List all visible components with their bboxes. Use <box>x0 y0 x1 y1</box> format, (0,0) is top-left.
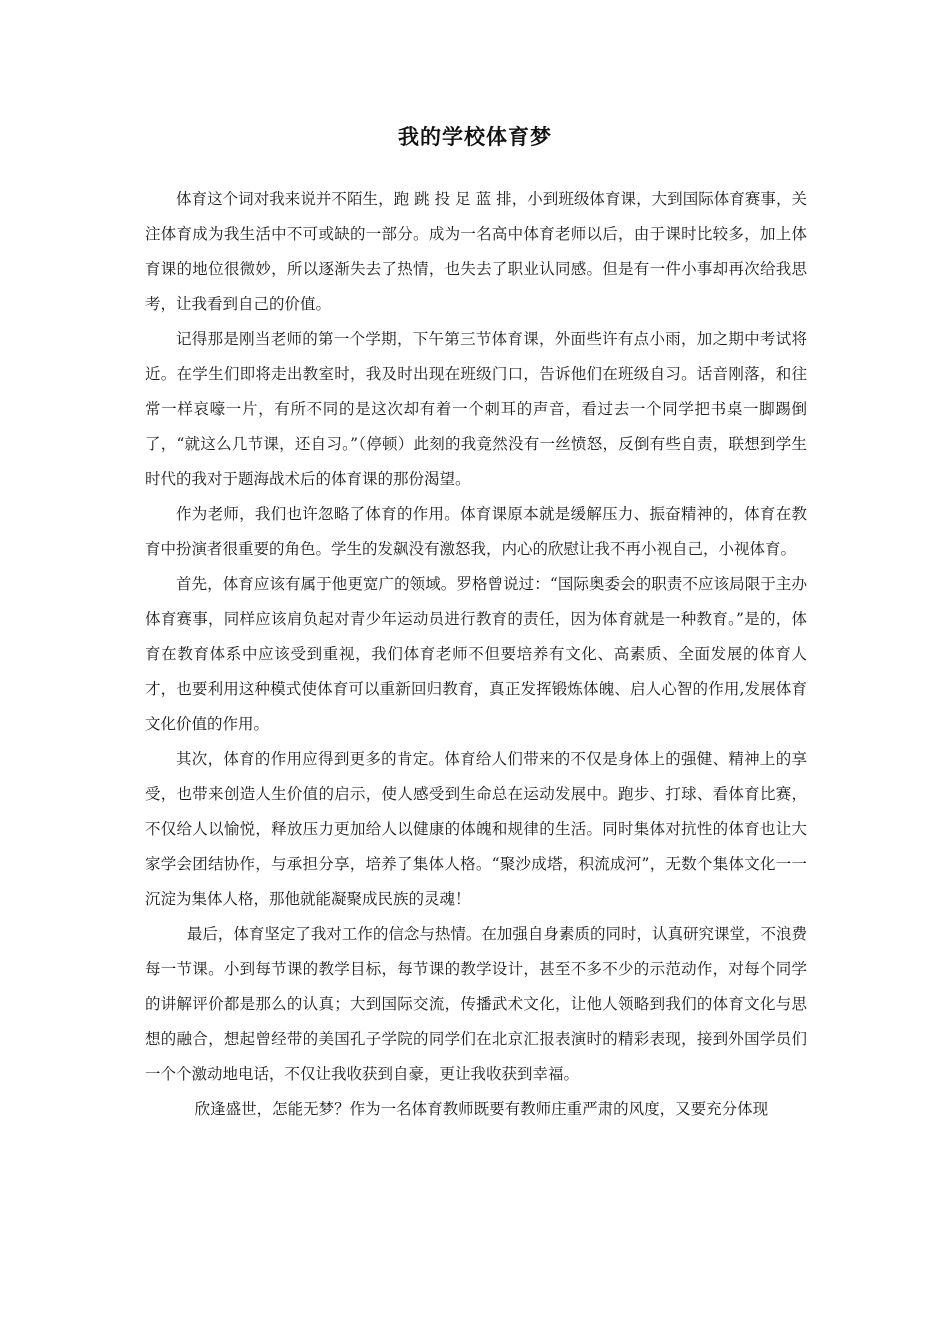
paragraph-closing: 欣逢盛世，怎能无梦？作为一名体育教师既要有教师庄重严肃的风度，又要充分体现 <box>194 1100 769 1118</box>
paragraph-second-point: 其次，体育的作用应得到更多的肯定。体育给人们带来的不仅是身体上的强健、精神上的享受，也带来创造人生价值的启示，使人感受到生命总在运动发展中。跑步、打球、看体育比赛，不仅给人以愉悦，释放压力更加给人以健康的体魄和规律的生活。同时集体对抗性的体育也让大家学会团结协作，与承担分享，培养了集体人格。“聚沙成塔，积流成河”，无数个集体文化一一沉淀为集体人格，那他就能凝聚成民族的灵魂！ <box>145 750 807 908</box>
paragraph-final-point: 最后，体育坚定了我对工作的信念与热情。在加强自身素质的同时，认真研究课堂，不浪费每一节课。小到每节课的教学目标，每节课的教学设计，甚至不多不少的示范动作，对每个同学的讲解评价都是那么的认真；大到国际交流，传播武术文化，让他人领略到我们的体育文化与思想的融合，想起曾经带的美国孔子学院的同学们在北京汇报表演时的精彩表现，接到外国学员们一个个激动地电话，不仅让我收获到自豪，更让我收获到幸福。 <box>145 925 807 1083</box>
paragraph-first-point: 首先，体育应该有属于他更宽广的领域。罗格曾说过：“国际奥委会的职责不应该局限于主办体育赛事，同样应该肩负起对青少年运动员进行教育的责任，因为体育就是一种教育。”是的，体育在教育体系中应该受到重视，我们体育老师不但要培养有文化、高素质、全面发展的体育人才，也要利用这种模式使体育可以重新回归教育，真正发挥锻炼体魄、启人心智的作用,发展体育文化价值的作用。 <box>145 575 807 733</box>
paragraph-intro: 体育这个词对我来说并不陌生，跑 跳 投 足 蓝 排，小到班级体育课，大到国际体育赛事，关注体育成为我生活中不可或缺的一部分。成为一名高中体育老师以后，由于课时比较多，加上体育课的地位很微妙，所以逐渐失去了热情，也失去了职业认同感。但是有一件小事却再次给我思考，让我看到自己的价值。 <box>145 190 807 313</box>
paragraph-memory: 记得那是刚当老师的第一个学期，下午第三节体育课，外面些许有点小雨，加之期中考试将近。在学生们即将走出教室时，我及时出现在班级门口，告诉他们在班级自习。话音刚落，和往常一样哀嚎一片，有所不同的是这次却有着一个刺耳的声音，看过去一个同学把书桌一脚踢倒了，“就这么几节课，还自习。”（停顿）此刻的我竟然没有一丝愤怒，反倒有些自责，联想到学生时代的我对于题海战术后的体育课的那份渴望。 <box>145 330 807 488</box>
document-title: 我的学校体育梦 <box>398 124 552 149</box>
document-body <box>145 182 807 1127</box>
paragraph-reflection: 作为老师，我们也许忽略了体育的作用。体育课原本就是缓解压力、振奋精神的，体育在教育中扮演者很重要的角色。学生的发飙没有激怒我，内心的欣慰让我不再小视自己，小视体育。 <box>145 505 807 558</box>
